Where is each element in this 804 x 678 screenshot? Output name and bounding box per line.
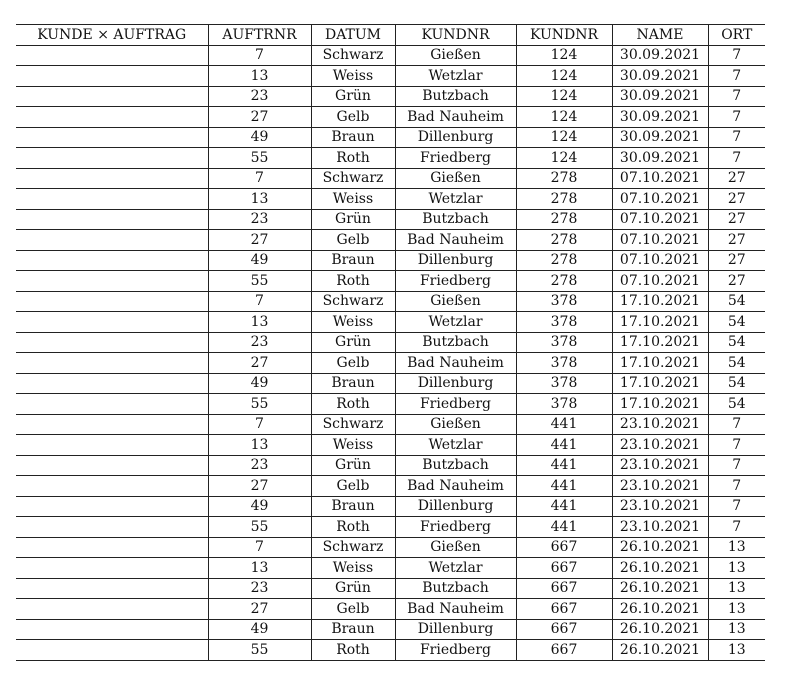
blank-cell — [16, 353, 208, 374]
ort-cell: 13 — [708, 578, 765, 599]
kundnr-cell-2: 278 — [516, 209, 612, 230]
name-cell: 23.10.2021 — [612, 496, 708, 517]
auftrnr-cell: 13 — [208, 66, 311, 87]
table-row — [16, 107, 765, 128]
header-kundnr-1: KUNDNR — [395, 25, 516, 46]
datum-cell: Braun — [311, 496, 395, 517]
kundnr-cell-2: 441 — [516, 496, 612, 517]
table-row — [16, 189, 765, 210]
auftrnr-cell: 23 — [208, 578, 311, 599]
kundnr-cell: Dillenburg — [395, 496, 516, 517]
kundnr-cell-2: 441 — [516, 476, 612, 497]
kundnr-cell: Bad Nauheim — [395, 599, 516, 620]
ort-cell: 27 — [708, 189, 765, 210]
kundnr-cell-2: 667 — [516, 578, 612, 599]
table-row — [16, 394, 765, 415]
name-cell: 30.09.2021 — [612, 148, 708, 169]
name-cell: 26.10.2021 — [612, 537, 708, 558]
ort-cell: 7 — [708, 455, 765, 476]
datum-cell: Braun — [311, 619, 395, 640]
table-row — [16, 86, 765, 107]
datum-cell: Gelb — [311, 107, 395, 128]
header-row — [16, 25, 765, 46]
kundnr-cell-2: 667 — [516, 537, 612, 558]
name-cell: 07.10.2021 — [612, 250, 708, 271]
auftrnr-cell: 27 — [208, 599, 311, 620]
datum-cell: Gelb — [311, 599, 395, 620]
header-datum: DATUM — [311, 25, 395, 46]
kundnr-cell: Butzbach — [395, 209, 516, 230]
kundnr-cell-2: 124 — [516, 66, 612, 87]
ort-cell: 27 — [708, 271, 765, 292]
datum-cell: Weiss — [311, 189, 395, 210]
kundnr-cell-2: 124 — [516, 127, 612, 148]
auftrnr-cell: 23 — [208, 455, 311, 476]
kundnr-cell: Gießen — [395, 414, 516, 435]
blank-cell — [16, 578, 208, 599]
auftrnr-cell: 27 — [208, 476, 311, 497]
kundnr-cell-2: 378 — [516, 291, 612, 312]
datum-cell: Roth — [311, 640, 395, 661]
name-cell: 17.10.2021 — [612, 332, 708, 353]
datum-cell: Gelb — [311, 353, 395, 374]
name-cell: 07.10.2021 — [612, 209, 708, 230]
ort-cell: 7 — [708, 107, 765, 128]
name-cell: 30.09.2021 — [612, 127, 708, 148]
kundnr-cell-2: 124 — [516, 107, 612, 128]
name-cell: 23.10.2021 — [612, 455, 708, 476]
blank-cell — [16, 373, 208, 394]
auftrnr-cell: 23 — [208, 209, 311, 230]
datum-cell: Grün — [311, 86, 395, 107]
auftrnr-cell: 23 — [208, 86, 311, 107]
kundnr-cell: Wetzlar — [395, 312, 516, 333]
ort-cell: 54 — [708, 332, 765, 353]
datum-cell: Schwarz — [311, 168, 395, 189]
blank-cell — [16, 537, 208, 558]
table-row — [16, 517, 765, 538]
auftrnr-cell: 55 — [208, 517, 311, 538]
kundnr-cell-2: 441 — [516, 455, 612, 476]
auftrnr-cell: 7 — [208, 291, 311, 312]
kundnr-cell-2: 124 — [516, 86, 612, 107]
table-row — [16, 312, 765, 333]
blank-cell — [16, 476, 208, 497]
kundnr-cell: Friedberg — [395, 640, 516, 661]
ort-cell: 54 — [708, 394, 765, 415]
datum-cell: Weiss — [311, 558, 395, 579]
blank-cell — [16, 312, 208, 333]
header-auftrnr: AUFTRNR — [208, 25, 311, 46]
kundnr-cell-2: 124 — [516, 45, 612, 66]
auftrnr-cell: 55 — [208, 148, 311, 169]
blank-cell — [16, 127, 208, 148]
kundnr-cell-2: 378 — [516, 332, 612, 353]
auftrnr-cell: 13 — [208, 189, 311, 210]
header-ort: ORT — [708, 25, 765, 46]
datum-cell: Grün — [311, 332, 395, 353]
kundnr-cell-2: 378 — [516, 312, 612, 333]
table-row — [16, 209, 765, 230]
ort-cell: 7 — [708, 45, 765, 66]
ort-cell: 7 — [708, 517, 765, 538]
ort-cell: 13 — [708, 537, 765, 558]
table-row — [16, 578, 765, 599]
kundnr-cell: Dillenburg — [395, 373, 516, 394]
table-row — [16, 455, 765, 476]
ort-cell: 54 — [708, 312, 765, 333]
table-row — [16, 332, 765, 353]
blank-cell — [16, 189, 208, 210]
ort-cell: 27 — [708, 250, 765, 271]
kundnr-cell-2: 667 — [516, 640, 612, 661]
kundnr-cell: Dillenburg — [395, 127, 516, 148]
blank-cell — [16, 107, 208, 128]
table-row — [16, 640, 765, 661]
table-row — [16, 127, 765, 148]
kundnr-cell: Friedberg — [395, 271, 516, 292]
name-cell: 26.10.2021 — [612, 619, 708, 640]
datum-cell: Weiss — [311, 435, 395, 456]
datum-cell: Grün — [311, 209, 395, 230]
blank-cell — [16, 230, 208, 251]
datum-cell: Roth — [311, 271, 395, 292]
blank-cell — [16, 250, 208, 271]
auftrnr-cell: 27 — [208, 353, 311, 374]
table-row — [16, 291, 765, 312]
ort-cell: 7 — [708, 414, 765, 435]
kundnr-cell: Wetzlar — [395, 435, 516, 456]
name-cell: 30.09.2021 — [612, 107, 708, 128]
kundnr-cell: Friedberg — [395, 394, 516, 415]
datum-cell: Braun — [311, 373, 395, 394]
name-cell: 26.10.2021 — [612, 558, 708, 579]
name-cell: 17.10.2021 — [612, 394, 708, 415]
blank-cell — [16, 455, 208, 476]
auftrnr-cell: 55 — [208, 394, 311, 415]
kundnr-cell-2: 667 — [516, 558, 612, 579]
ort-cell: 13 — [708, 640, 765, 661]
ort-cell: 54 — [708, 373, 765, 394]
kundnr-cell: Wetzlar — [395, 66, 516, 87]
blank-cell — [16, 168, 208, 189]
blank-cell — [16, 517, 208, 538]
datum-cell: Schwarz — [311, 291, 395, 312]
ort-cell: 13 — [708, 558, 765, 579]
auftrnr-cell: 13 — [208, 435, 311, 456]
kundnr-cell-2: 278 — [516, 230, 612, 251]
datum-cell: Roth — [311, 517, 395, 538]
name-cell: 17.10.2021 — [612, 291, 708, 312]
table-row — [16, 168, 765, 189]
kundnr-cell: Dillenburg — [395, 250, 516, 271]
ort-cell: 27 — [708, 168, 765, 189]
kundnr-cell: Wetzlar — [395, 558, 516, 579]
kundnr-cell: Butzbach — [395, 332, 516, 353]
blank-cell — [16, 599, 208, 620]
name-cell: 23.10.2021 — [612, 435, 708, 456]
ort-cell: 13 — [708, 599, 765, 620]
header-name: NAME — [612, 25, 708, 46]
header-kunde-x-auftrag: KUNDE × AUFTRAG — [16, 25, 208, 46]
auftrnr-cell: 13 — [208, 558, 311, 579]
kundnr-cell: Bad Nauheim — [395, 107, 516, 128]
ort-cell: 7 — [708, 127, 765, 148]
kundnr-cell-2: 278 — [516, 250, 612, 271]
auftrnr-cell: 55 — [208, 271, 311, 292]
kundnr-cell-2: 378 — [516, 394, 612, 415]
auftrnr-cell: 7 — [208, 537, 311, 558]
kundnr-cell: Friedberg — [395, 517, 516, 538]
blank-cell — [16, 435, 208, 456]
datum-cell: Gelb — [311, 476, 395, 497]
datum-cell: Weiss — [311, 66, 395, 87]
name-cell: 30.09.2021 — [612, 45, 708, 66]
auftrnr-cell: 49 — [208, 250, 311, 271]
auftrnr-cell: 49 — [208, 127, 311, 148]
name-cell: 23.10.2021 — [612, 476, 708, 497]
name-cell: 17.10.2021 — [612, 373, 708, 394]
auftrnr-cell: 27 — [208, 230, 311, 251]
kundnr-cell: Bad Nauheim — [395, 230, 516, 251]
kundnr-cell: Bad Nauheim — [395, 476, 516, 497]
blank-cell — [16, 640, 208, 661]
datum-cell: Braun — [311, 127, 395, 148]
ort-cell: 27 — [708, 230, 765, 251]
name-cell: 26.10.2021 — [612, 599, 708, 620]
name-cell: 26.10.2021 — [612, 578, 708, 599]
auftrnr-cell: 49 — [208, 373, 311, 394]
blank-cell — [16, 45, 208, 66]
kundnr-cell-2: 278 — [516, 271, 612, 292]
table-row — [16, 373, 765, 394]
auftrnr-cell: 49 — [208, 619, 311, 640]
kundnr-cell: Gießen — [395, 537, 516, 558]
table-row — [16, 250, 765, 271]
blank-cell — [16, 86, 208, 107]
datum-cell: Braun — [311, 250, 395, 271]
header-kundnr-2: KUNDNR — [516, 25, 612, 46]
table-row — [16, 558, 765, 579]
blank-cell — [16, 148, 208, 169]
ort-cell: 7 — [708, 476, 765, 497]
datum-cell: Roth — [311, 148, 395, 169]
kundnr-cell: Butzbach — [395, 86, 516, 107]
table-row — [16, 230, 765, 251]
kundnr-cell-2: 441 — [516, 517, 612, 538]
kundnr-cell-2: 441 — [516, 435, 612, 456]
table-row — [16, 353, 765, 374]
kundnr-cell: Gießen — [395, 168, 516, 189]
name-cell: 26.10.2021 — [612, 640, 708, 661]
datum-cell: Roth — [311, 394, 395, 415]
ort-cell: 54 — [708, 291, 765, 312]
ort-cell: 54 — [708, 353, 765, 374]
name-cell: 07.10.2021 — [612, 271, 708, 292]
kundnr-cell-2: 378 — [516, 373, 612, 394]
auftrnr-cell: 13 — [208, 312, 311, 333]
auftrnr-cell: 7 — [208, 45, 311, 66]
kundnr-cell-2: 278 — [516, 189, 612, 210]
kundnr-cell-2: 667 — [516, 619, 612, 640]
name-cell: 17.10.2021 — [612, 312, 708, 333]
kundnr-cell: Bad Nauheim — [395, 353, 516, 374]
kundnr-cell-2: 278 — [516, 168, 612, 189]
blank-cell — [16, 66, 208, 87]
ort-cell: 7 — [708, 496, 765, 517]
blank-cell — [16, 332, 208, 353]
table-row — [16, 476, 765, 497]
kundnr-cell: Dillenburg — [395, 619, 516, 640]
auftrnr-cell: 27 — [208, 107, 311, 128]
kundnr-cell-2: 378 — [516, 353, 612, 374]
name-cell: 23.10.2021 — [612, 414, 708, 435]
datum-cell: Schwarz — [311, 414, 395, 435]
blank-cell — [16, 271, 208, 292]
auftrnr-cell: 55 — [208, 640, 311, 661]
cross-product-table — [16, 24, 765, 661]
datum-cell: Grün — [311, 455, 395, 476]
name-cell: 30.09.2021 — [612, 66, 708, 87]
table-row — [16, 537, 765, 558]
kundnr-cell: Friedberg — [395, 148, 516, 169]
table-row — [16, 271, 765, 292]
ort-cell: 7 — [708, 435, 765, 456]
name-cell: 07.10.2021 — [612, 230, 708, 251]
datum-cell: Weiss — [311, 312, 395, 333]
name-cell: 07.10.2021 — [612, 168, 708, 189]
ort-cell: 13 — [708, 619, 765, 640]
table-row — [16, 599, 765, 620]
table-row — [16, 45, 765, 66]
datum-cell: Schwarz — [311, 537, 395, 558]
auftrnr-cell: 49 — [208, 496, 311, 517]
table-row — [16, 619, 765, 640]
blank-cell — [16, 209, 208, 230]
table-row — [16, 496, 765, 517]
kundnr-cell-2: 124 — [516, 148, 612, 169]
blank-cell — [16, 496, 208, 517]
blank-cell — [16, 291, 208, 312]
auftrnr-cell: 7 — [208, 168, 311, 189]
blank-cell — [16, 414, 208, 435]
table-body — [16, 45, 765, 660]
kundnr-cell: Gießen — [395, 291, 516, 312]
datum-cell: Schwarz — [311, 45, 395, 66]
kundnr-cell-2: 441 — [516, 414, 612, 435]
kundnr-cell: Wetzlar — [395, 189, 516, 210]
kundnr-cell: Butzbach — [395, 578, 516, 599]
auftrnr-cell: 7 — [208, 414, 311, 435]
table-row — [16, 414, 765, 435]
name-cell: 17.10.2021 — [612, 353, 708, 374]
auftrnr-cell: 23 — [208, 332, 311, 353]
kundnr-cell: Gießen — [395, 45, 516, 66]
table-row — [16, 148, 765, 169]
datum-cell: Gelb — [311, 230, 395, 251]
ort-cell: 27 — [708, 209, 765, 230]
kundnr-cell: Butzbach — [395, 455, 516, 476]
name-cell: 23.10.2021 — [612, 517, 708, 538]
kundnr-cell-2: 667 — [516, 599, 612, 620]
blank-cell — [16, 394, 208, 415]
datum-cell: Grün — [311, 578, 395, 599]
blank-cell — [16, 619, 208, 640]
table-row — [16, 435, 765, 456]
blank-cell — [16, 558, 208, 579]
table-row — [16, 66, 765, 87]
ort-cell: 7 — [708, 86, 765, 107]
name-cell: 30.09.2021 — [612, 86, 708, 107]
ort-cell: 7 — [708, 148, 765, 169]
ort-cell: 7 — [708, 66, 765, 87]
name-cell: 07.10.2021 — [612, 189, 708, 210]
